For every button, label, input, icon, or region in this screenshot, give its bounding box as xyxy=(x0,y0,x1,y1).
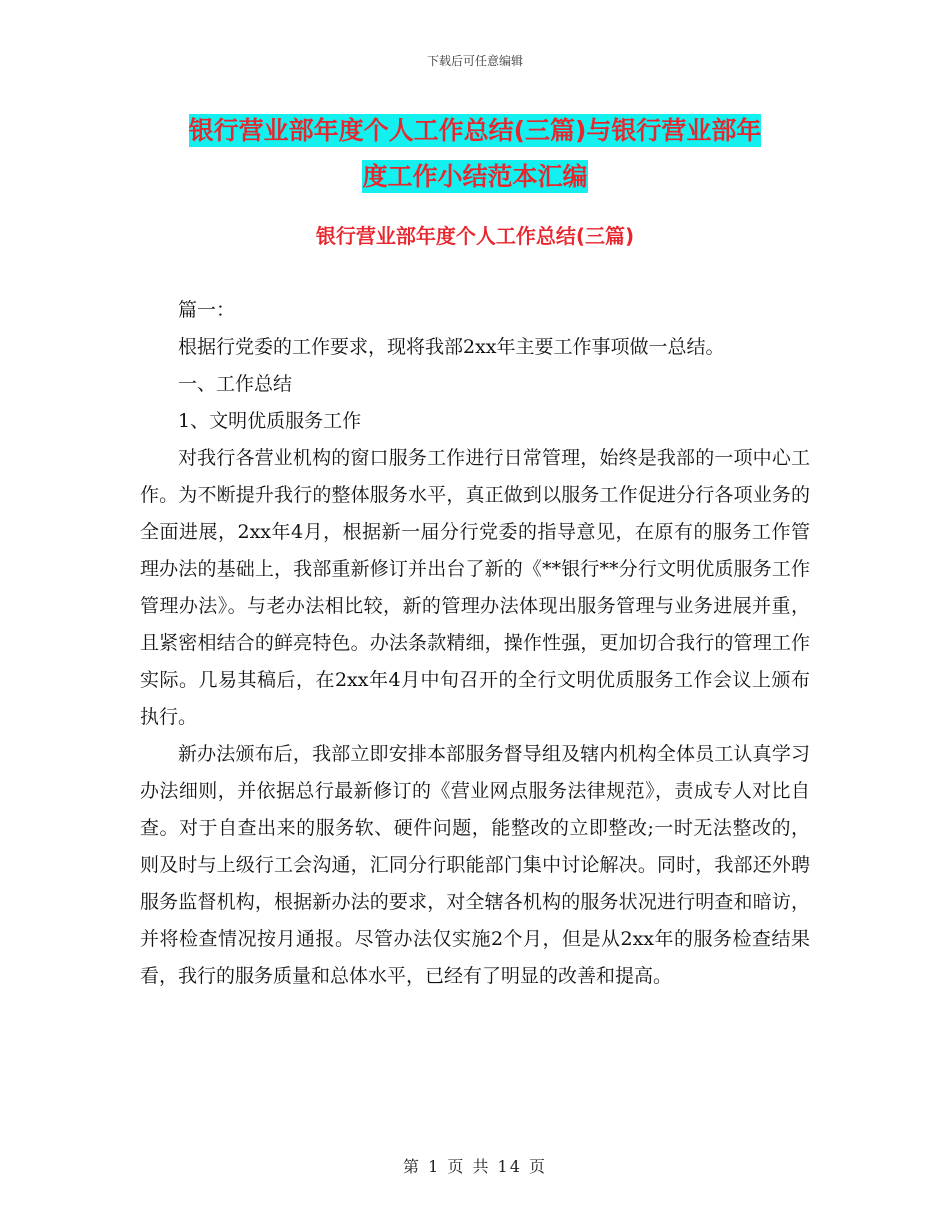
paragraph: 一、工作总结 xyxy=(178,373,293,395)
document-body xyxy=(140,292,810,995)
page-footer: 第 1 页 共 14 页 xyxy=(403,1157,547,1176)
document-title xyxy=(140,108,810,200)
document-title-line-1: 银行营业部年度个人工作总结(三篇)与银行营业部年 xyxy=(188,116,762,145)
paragraph: 新办法颁布后，我部立即安排本部服务督导组及辖内机构全体员工认真学习办法细则，并依据总行最新修订的《营业网点服务法律规范》，责成专人对比自查。对于自查出来的服务软、硬件问题，能整改的立即整改;一时无法整改的，则及时与上级行工会沟通，汇同分行职能部门集中讨论解决。同时，我部还外聘服务监督机构，根据新办法的要求，对全辖各机构的服务状况进行明查和暗访，并将检查情况按月通报。尽管办法仅实施2个月，但是从2xx年的服务检查结果看，我行的服务质量和总体水平，已经有了明显的改善和提高。 xyxy=(140,743,810,987)
paragraph: 对我行各营业机构的窗口服务工作进行日常管理，始终是我部的一项中心工作。为不断提升我行的整体服务水平，真正做到以服务工作促进分行各项业务的全面进展，2xx年4月，根据新一届分行党委的指导意见，在原有的服务工作管理办法的基础上，我部重新修订并出台了新的《**银行**分行文明优质服务工作管理办法》。与老办法相比较，新的管理办法体现出服务管理与业务进展并重，且紧密相结合的鲜亮特色。办法条款精细，操作性强，更加切合我行的管理工作实际。几易其稿后，在2xx年4月中旬召开的全行文明优质服务工作会议上颁布执行。 xyxy=(140,447,810,728)
paragraph: 1、文明优质服务工作 xyxy=(178,410,362,432)
section-title: 银行营业部年度个人工作总结(三篇) xyxy=(315,224,635,248)
paragraph: 根据行党委的工作要求，现将我部2xx年主要工作事项做一总结。 xyxy=(178,336,725,358)
document-title-line-2: 度工作小结范本汇编 xyxy=(362,162,588,191)
page-header: 下载后可任意编辑 xyxy=(426,54,523,68)
paragraph: 篇一： xyxy=(178,299,236,321)
